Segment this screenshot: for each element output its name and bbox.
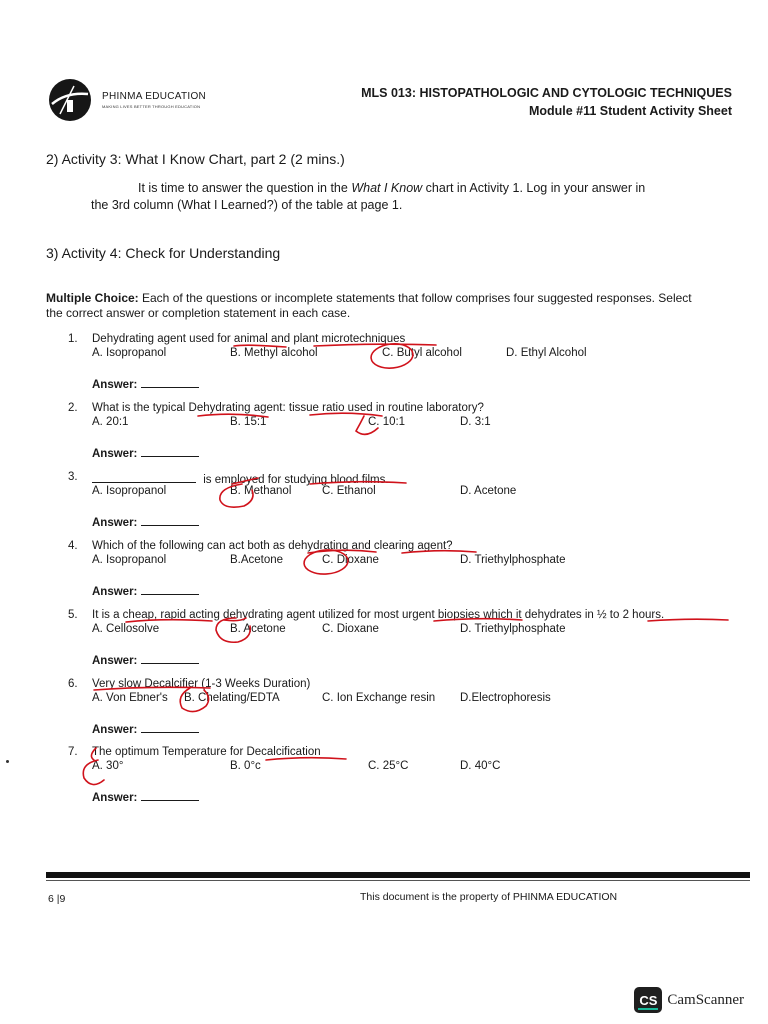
option-d: D. Ethyl Alcohol bbox=[506, 347, 587, 359]
activity3-paragraph-line2: the 3rd column (What I Learned?) of the table at page 1. bbox=[91, 198, 403, 212]
option-c: C. Ion Exchange resin bbox=[322, 692, 436, 704]
camscanner-name: CamScanner bbox=[667, 991, 744, 1008]
mc-instructions bbox=[46, 291, 692, 306]
course-title: MLS 013: HISTOPATHOLOGIC AND CYTOLOGIC TECHNIQUES bbox=[361, 86, 732, 100]
answer-label: Answer: bbox=[92, 448, 138, 460]
option-b: B. Chelating/EDTA bbox=[184, 692, 280, 704]
answer-blank[interactable] bbox=[141, 583, 199, 595]
question-text: The optimum Temperature for Decalcification bbox=[92, 746, 321, 758]
question-text: What is the typical Dehydrating agent: tissue ratio used in routine laboratory? bbox=[92, 402, 484, 414]
phinma-logo bbox=[46, 78, 246, 122]
question-number: 6. bbox=[68, 678, 78, 690]
activity4-heading: 3) Activity 4: Check for Understanding bbox=[46, 245, 281, 261]
option-d: D. 40°C bbox=[460, 760, 501, 772]
fill-in-blank[interactable] bbox=[92, 471, 196, 483]
option-d: D.Electrophoresis bbox=[460, 692, 551, 704]
property-notice: This document is the property of PHINMA EDUCATION bbox=[360, 891, 618, 903]
option-d: D. Acetone bbox=[460, 485, 517, 497]
answer-blank[interactable] bbox=[141, 514, 199, 526]
option-c: C. 10:1 bbox=[368, 416, 406, 428]
phinma-emblem-icon bbox=[46, 78, 94, 122]
stray-dot bbox=[6, 760, 9, 763]
question-text: Which of the following can act both as dehydrating and clearing agent? bbox=[92, 540, 453, 552]
option-a: A. Isopropanol bbox=[92, 347, 167, 359]
option-c: C. Butyl alcohol bbox=[382, 347, 462, 359]
activity3-text-italic: What I Know bbox=[351, 181, 423, 195]
question-text: Very slow Decalcifier (1-3 Weeks Duration) bbox=[92, 678, 311, 690]
activity3-text-after: chart in Activity 1. Log in your answer in bbox=[422, 181, 646, 195]
activity3-paragraph bbox=[138, 180, 645, 197]
answer-field[interactable] bbox=[92, 583, 199, 598]
mc-text: Each of the questions or incomplete statements that follow comprises four suggested responses. Select bbox=[138, 291, 692, 305]
underline-decalcification bbox=[266, 758, 346, 760]
option-a: A. Von Ebner's bbox=[92, 692, 168, 704]
question-text-body: is employed for studying blood films. bbox=[200, 474, 389, 486]
answer-field[interactable] bbox=[92, 721, 199, 736]
question-number: 3. bbox=[68, 471, 78, 483]
option-b: B.Acetone bbox=[230, 554, 284, 566]
answer-label: Answer: bbox=[92, 792, 138, 804]
answer-label: Answer: bbox=[92, 379, 138, 391]
option-a: A. Cellosolve bbox=[92, 623, 160, 635]
option-b: B. Acetone bbox=[230, 623, 286, 635]
answer-field[interactable] bbox=[92, 445, 199, 460]
org-name: PHINMA EDUCATION bbox=[102, 91, 207, 102]
option-d: D. Triethylphosphate bbox=[460, 554, 566, 566]
activity3-heading: 2) Activity 3: What I Know Chart, part 2 (2 mins.) bbox=[46, 151, 345, 167]
answer-blank[interactable] bbox=[141, 652, 199, 664]
footer-rule bbox=[46, 872, 750, 878]
activity3-text-before: It is time to answer the question in the bbox=[138, 181, 352, 195]
option-d: D. 3:1 bbox=[460, 416, 491, 428]
answer-field[interactable] bbox=[92, 789, 199, 804]
answer-blank[interactable] bbox=[141, 445, 199, 457]
question-number: 1. bbox=[68, 333, 78, 345]
question-number: 2. bbox=[68, 402, 78, 414]
answer-label: Answer: bbox=[92, 655, 138, 667]
answer-label: Answer: bbox=[92, 586, 138, 598]
option-b: B. Methanol bbox=[230, 485, 292, 497]
question-number: 7. bbox=[68, 746, 78, 758]
option-a: A. 30° bbox=[92, 760, 124, 772]
answer-label: Answer: bbox=[92, 724, 138, 736]
option-c: C. 25°C bbox=[368, 760, 409, 772]
question-number: 5. bbox=[68, 609, 78, 621]
question-text: Dehydrating agent used for animal and plant microtechniques bbox=[92, 333, 406, 345]
camscanner-watermark bbox=[634, 986, 744, 1014]
mc-label: Multiple Choice: bbox=[46, 291, 139, 305]
question-text bbox=[92, 471, 389, 486]
footer-rule-thin bbox=[46, 880, 750, 881]
answer-label: Answer: bbox=[92, 517, 138, 529]
answer-field[interactable] bbox=[92, 652, 199, 667]
camscanner-logo-icon: CS bbox=[634, 987, 662, 1013]
answer-field[interactable] bbox=[92, 514, 199, 529]
module-title: Module #11 Student Activity Sheet bbox=[528, 104, 732, 118]
option-a: A. Isopropanol bbox=[92, 554, 167, 566]
option-b: B. Methyl alcohol bbox=[230, 347, 318, 359]
option-c: C. Dioxane bbox=[322, 623, 379, 635]
option-b: B. 15:1 bbox=[230, 416, 267, 428]
question-text: It is a cheap, rapid acting dehydrating agent utilized for most urgent biopsies which it dehydrates in ½ to 2 hours. bbox=[92, 609, 665, 621]
answer-blank[interactable] bbox=[141, 789, 199, 801]
option-c: C. Dioxane bbox=[322, 554, 379, 566]
answer-field[interactable] bbox=[92, 376, 199, 391]
option-b: B. 0°c bbox=[230, 760, 261, 772]
option-d: D. Triethylphosphate bbox=[460, 623, 566, 635]
answer-blank[interactable] bbox=[141, 376, 199, 388]
mc-instructions-line2: the correct answer or completion statement in each case. bbox=[46, 306, 351, 320]
option-a: A. Isopropanol bbox=[92, 485, 167, 497]
option-c: C. Ethanol bbox=[322, 485, 376, 497]
org-tagline: MAKING LIVES BETTER THROUGH EDUCATION bbox=[102, 104, 201, 109]
answer-blank[interactable] bbox=[141, 721, 199, 733]
page-number: 6 |9 bbox=[48, 893, 66, 905]
option-a: A. 20:1 bbox=[92, 416, 129, 428]
question-number: 4. bbox=[68, 540, 78, 552]
